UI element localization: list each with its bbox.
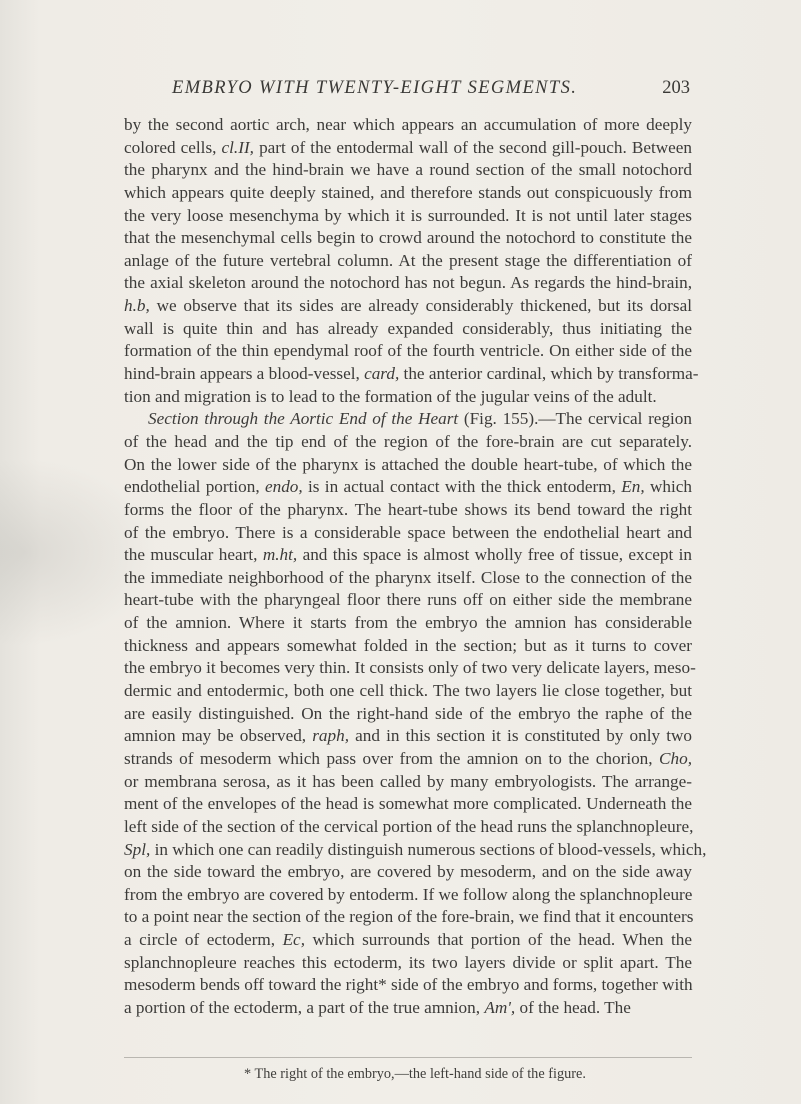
body-text [124, 114, 707, 1020]
footnote: * The right of the embryo,—the left-hand side of the figure. [244, 1066, 586, 1082]
paragraph [124, 114, 699, 408]
text-line: dermic and entodermic, both one cell thick. The two layers lie close together, but [124, 681, 692, 701]
text-line: h.b, we observe that its sides are already considerably thickened, but its dorsal [124, 296, 692, 316]
text-line: are easily distinguished. On the right-hand side of the embryo the raphe of the [124, 703, 692, 723]
italic-term: raph, [312, 726, 350, 746]
text-line: by the second aortic arch, near which appears an accumulation of more deeply [124, 115, 692, 134]
text-line: colored cells, cl.II, part of the entodermal wall of the second gill-pouch. Between [124, 137, 692, 157]
text-line: of the amnion. Where it starts from the embryo the amnion has considerable [124, 613, 692, 633]
text-line: mesoderm bends off toward the right* side of the embryo and forms, together with [124, 975, 693, 995]
text-line: of the head and the tip end of the region of the fore-brain are cut separately. [124, 431, 692, 451]
text-line: splanchnopleure reaches this ectoderm, its two layers divide or split apart. The [124, 952, 692, 972]
text-line: the pharynx and the hind-brain we have a round section of the small notochord [124, 160, 692, 180]
paragraph [124, 408, 707, 1019]
text-line: hind-brain appears a blood-vessel, card, the anterior cardinal, which by transforma- [124, 364, 699, 384]
text-line: the embryo it becomes very thin. It consists only of two very delicate layers, meso- [124, 658, 696, 678]
text-line: the very loose mesenchyma by which it is surrounded. It is not until later stages [124, 205, 692, 225]
text-line: the muscular heart, m.ht, and this space is almost wholly free of tissue, except in [124, 545, 692, 565]
text-line: thickness and appears somewhat folded in the section; but as it turns to cover [124, 635, 692, 655]
text-line: a portion of the ectoderm, a part of the true amnion, Am', of the head. The [124, 997, 631, 1017]
text-line: wall is quite thin and has already expanded considerably, thus initiating the [124, 318, 692, 338]
text-line: from the embryo are covered by entoderm. If we follow along the splanchnopleure [124, 884, 693, 904]
text-line: which appears quite deeply stained, and therefore stands out conspicuously from [124, 182, 692, 202]
text-line: on the side toward the embryo, are covered by mesoderm, and on the side away [124, 862, 692, 882]
italic-term: m.ht, [262, 545, 298, 565]
text-line: of the embryo. There is a considerable space between the endothelial heart and [124, 522, 692, 542]
text-line: the axial skeleton around the notochord has not begun. As regards the hind-brain, [124, 273, 692, 293]
text-line: the immediate neighborhood of the pharynx itself. Close to the connection of the [124, 567, 692, 587]
text-line: left side of the section of the cervical portion of the head runs the splanchnopleure, [124, 816, 694, 836]
text-line: to a point near the section of the region of the fore-brain, we find that it encounters [124, 907, 694, 927]
text-line: or membrana serosa, as it has been called by many embryologists. The arrange- [124, 771, 692, 791]
text-line: amnion may be observed, raph, and in this section it is constituted by only two [124, 726, 692, 746]
text-line: heart-tube with the pharyngeal floor there runs off on either side the membrane [124, 590, 692, 610]
italic-term: endo, [264, 477, 303, 497]
text-line: On the lower side of the pharynx is attached the double heart-tube, of which the [124, 454, 692, 474]
page-number: 203 [662, 78, 690, 98]
text-line: that the mesenchymal cells begin to crowd around the notochord to constitute the [124, 228, 692, 248]
italic-term: cl.II, [221, 137, 254, 157]
text-line: endothelial portion, endo, is in actual contact with the thick entoderm, En, which [124, 477, 692, 497]
italic-term: card, [364, 364, 400, 384]
italic-term: h.b, [124, 296, 150, 316]
text-line: formation of the thin ependymal roof of the fourth ventricle. On either side of the [124, 341, 692, 361]
italic-term: Spl, [124, 839, 151, 859]
text-line: Spl, in which one can readily distinguish numerous sections of blood-vessels, which, [124, 839, 707, 859]
footnote-rule [124, 1057, 692, 1058]
text-line: a circle of ectoderm, Ec, which surrounds that portion of the head. When the [124, 930, 692, 950]
italic-term: En, [621, 477, 645, 497]
text-line: tion and migration is to lead to the formation of the jugular veins of the adult. [124, 386, 657, 406]
text-line: Section through the Aortic End of the Heart (Fig. 155).—The cervical region [148, 409, 692, 429]
text-line: ment of the envelopes of the head is somewhat more complicated. Underneath the [124, 794, 692, 814]
running-title: EMBRYO WITH TWENTY-EIGHT SEGMENTS. [172, 78, 578, 98]
text-line: anlage of the future vertebral column. At the present stage the differentiation of [124, 250, 692, 270]
italic-term: Section through the Aortic End of the Heart [148, 409, 459, 429]
text-line: forms the floor of the pharynx. The heart-tube shows its bend toward the right [124, 499, 692, 519]
text-line: strands of mesoderm which pass over from the amnion on to the chorion, Cho, [124, 748, 692, 768]
italic-term: Ec, [282, 930, 305, 950]
italic-term: Am', [484, 997, 516, 1017]
page-header [124, 78, 690, 102]
italic-term: Cho, [659, 748, 692, 768]
